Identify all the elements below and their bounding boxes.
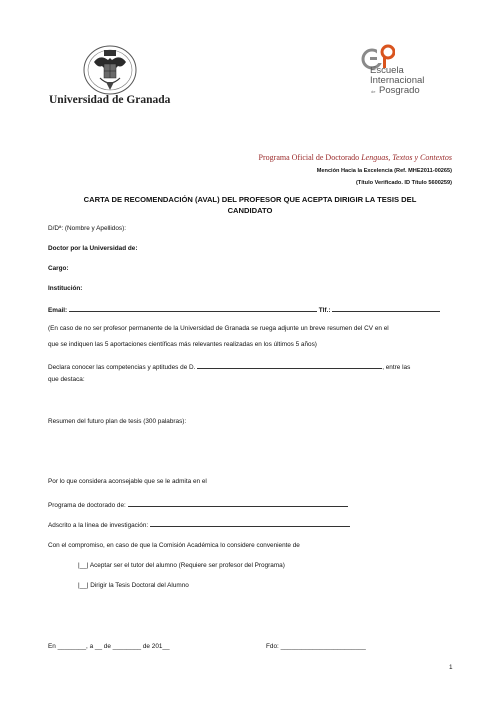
eip-line3: Posgrado [379,85,420,96]
mention-line: Mención Hacia la Excelencia (Ref. MHE2011-00265) [316,168,452,174]
programa-label: Programa de doctorado de: [48,502,126,509]
eip-logo [361,44,471,100]
ugr-logo [82,44,138,96]
field-cargo-label: Cargo: [48,265,69,272]
field-tlf-label: Tlf.: [318,307,331,314]
declara-pre: Declara conocer las competencias y aptitudes de D. [48,364,196,371]
title-line-1: CARTA DE RECOMENDACIÓN (AVAL) DEL PROFESOR QUE ACEPTA DIRIGIR LA TESIS DEL [83,195,417,204]
considera-text: Por lo que considera aconsejable que se le admita en el [48,478,207,485]
programa-blank[interactable] [128,500,348,507]
declara-line-2: que destaca: [48,376,85,383]
verified-line: (Título Verificado. ID Título 5600259) [355,180,452,186]
footer-place-date: En ________, a __ de ________ de 201__ [48,643,170,650]
page-number: 1 [449,664,453,671]
title-line-2: CANDIDATO [227,206,273,215]
program-line [259,153,452,162]
document-title [40,194,460,216]
program-prefix: Programa Oficial de Doctorado [258,153,360,162]
option-director-checkbox[interactable]: |__| Dirigir la Tesis Doctoral del Alumno [78,582,189,589]
programa-row [48,500,348,510]
option-tutor-checkbox[interactable]: |__| Aceptar ser el tutor del alumno (Requiere ser profesor del Programa) [78,562,285,569]
field-doctor-label: Doctor por la Universidad de: [48,245,138,252]
resumen-label: Resumen del futuro plan de tesis (300 palabras): [48,418,187,425]
field-name-label: D/Dª: (Nombre y Apellidos): [48,225,127,232]
email-row [48,305,440,315]
declara-row [48,362,410,372]
eip-line2: Internacional [370,75,425,86]
tlf-blank[interactable] [332,305,440,312]
ugr-crest-icon [82,44,138,96]
field-email-label: Email: [48,307,68,314]
linea-blank[interactable] [150,520,350,527]
declara-blank[interactable] [197,362,382,369]
field-institucion-label: Institución: [48,285,83,292]
declara-post: , entre las [382,364,411,371]
eip-line1: Escuela [370,65,404,76]
footer-signature: Fdo: ________________________ [266,643,366,650]
university-name: Universidad de Granada [49,94,171,106]
cv-note-line-2: que se indiquen las 5 aportaciones científicas más relevantes realizadas en los últimos 5 años) [48,341,317,348]
eip-de: de [371,89,376,94]
program-name: Lenguas, Textos y Contextos [361,153,452,162]
linea-label: Adscrito a la línea de investigación: [48,522,149,529]
email-blank[interactable] [69,305,317,312]
compromiso-text: Con el compromiso, en caso de que la Comisión Académica lo considere conveniente de [48,542,300,549]
cv-note-line-1: (En caso de no ser profesor permanente de la Universidad de Granada se ruega adjunte un breve resumen del CV en el [48,325,389,332]
linea-row [48,520,350,530]
